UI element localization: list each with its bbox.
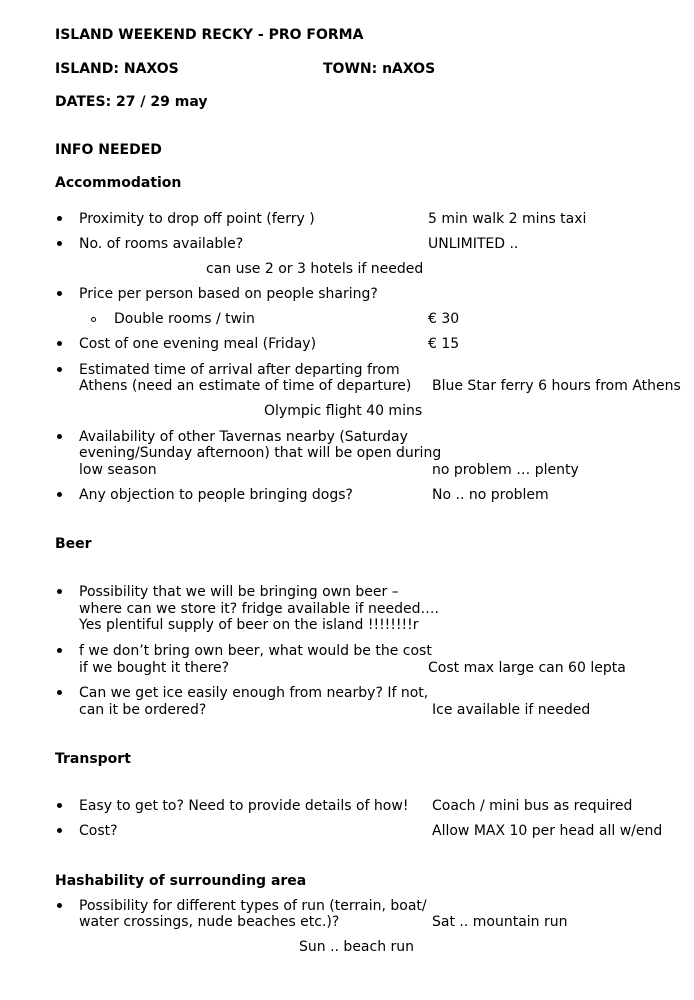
bullet	[57, 241, 62, 246]
meal-answer: € 15	[428, 336, 460, 352]
tavernas-question-line2: evening/Sunday afternoon) that will be open during	[79, 445, 442, 461]
rooms-question: No. of rooms available?	[79, 236, 244, 252]
bullet	[57, 589, 62, 594]
sub-bullet	[91, 317, 96, 322]
bullet	[57, 648, 62, 653]
bullet	[57, 434, 62, 439]
document-title: ISLAND WEEKEND RECKY - PRO FORMA	[55, 27, 364, 43]
beer-heading: Beer	[55, 536, 92, 552]
bullet	[57, 291, 62, 296]
bullet	[57, 803, 62, 808]
bullet	[57, 903, 62, 908]
bullet	[57, 341, 62, 346]
run-question-line1: Possibility for different types of run (terrain, boat/	[79, 898, 427, 914]
info-needed-heading: INFO NEEDED	[55, 142, 162, 158]
bullet	[57, 367, 62, 372]
eta-note: Olympic flight 40 mins	[264, 403, 423, 419]
ice-question-line1: Can we get ice easily enough from nearby? If not,	[79, 685, 429, 701]
transport-cost-answer: Allow MAX 10 per head all w/end	[432, 823, 663, 839]
bullet	[57, 690, 62, 695]
tavernas-question-line1: Availability of other Tavernas nearby (Saturday	[79, 429, 408, 445]
beer-cost-line1: f we don’t bring own beer, what would be the cost	[79, 643, 432, 659]
bullet	[57, 216, 62, 221]
bullet	[57, 492, 62, 497]
island-label: ISLAND: NAXOS	[55, 61, 179, 77]
transport-easy-question: Easy to get to? Need to provide details of how!	[79, 798, 409, 814]
run-answer: Sat .. mountain run	[432, 914, 568, 930]
own-beer-line2: where can we store it? fridge available if needed….	[79, 601, 439, 617]
transport-cost-question: Cost?	[79, 823, 118, 839]
rooms-note: can use 2 or 3 hotels if needed	[206, 261, 424, 277]
ice-answer: Ice available if needed	[432, 702, 591, 718]
bullet	[57, 828, 62, 833]
run-note: Sun .. beach run	[299, 939, 415, 955]
hashability-heading: Hashability of surrounding area	[55, 873, 307, 889]
dogs-answer: No .. no problem	[432, 487, 549, 503]
own-beer-line3: Yes plentiful supply of beer on the island !!!!!!!!r	[79, 617, 419, 633]
transport-heading: Transport	[55, 751, 131, 767]
own-beer-line1: Possibility that we will be bringing own beer –	[79, 584, 399, 600]
meal-question: Cost of one evening meal (Friday)	[79, 336, 317, 352]
accommodation-heading: Accommodation	[55, 175, 182, 191]
ice-question-line2: can it be ordered?	[79, 702, 207, 718]
tavernas-answer: no problem … plenty	[432, 462, 579, 478]
run-question-line2: water crossings, nude beaches etc.)?	[79, 914, 340, 930]
transport-easy-answer: Coach / mini bus as required	[432, 798, 633, 814]
rooms-answer: UNLIMITED ..	[428, 236, 519, 252]
double-rooms-question: Double rooms / twin	[114, 311, 255, 327]
eta-answer: Blue Star ferry 6 hours from Athens	[432, 378, 681, 394]
eta-question-line2: Athens (need an estimate of time of departure)	[79, 378, 412, 394]
proximity-question: Proximity to drop off point (ferry )	[79, 211, 315, 227]
price-question: Price per person based on people sharing?	[79, 286, 378, 302]
proximity-answer: 5 min walk 2 mins taxi	[428, 211, 587, 227]
dates-label: DATES: 27 / 29 may	[55, 94, 208, 110]
tavernas-question-line3: low season	[79, 462, 157, 478]
dogs-question: Any objection to people bringing dogs?	[79, 487, 353, 503]
beer-cost-line2: if we bought it there?	[79, 660, 230, 676]
beer-cost-answer: Cost max large can 60 lepta	[428, 660, 626, 676]
eta-question-line1: Estimated time of arrival after departing from	[79, 362, 400, 378]
town-label: TOWN: nAXOS	[323, 61, 436, 77]
double-rooms-answer: € 30	[428, 311, 460, 327]
